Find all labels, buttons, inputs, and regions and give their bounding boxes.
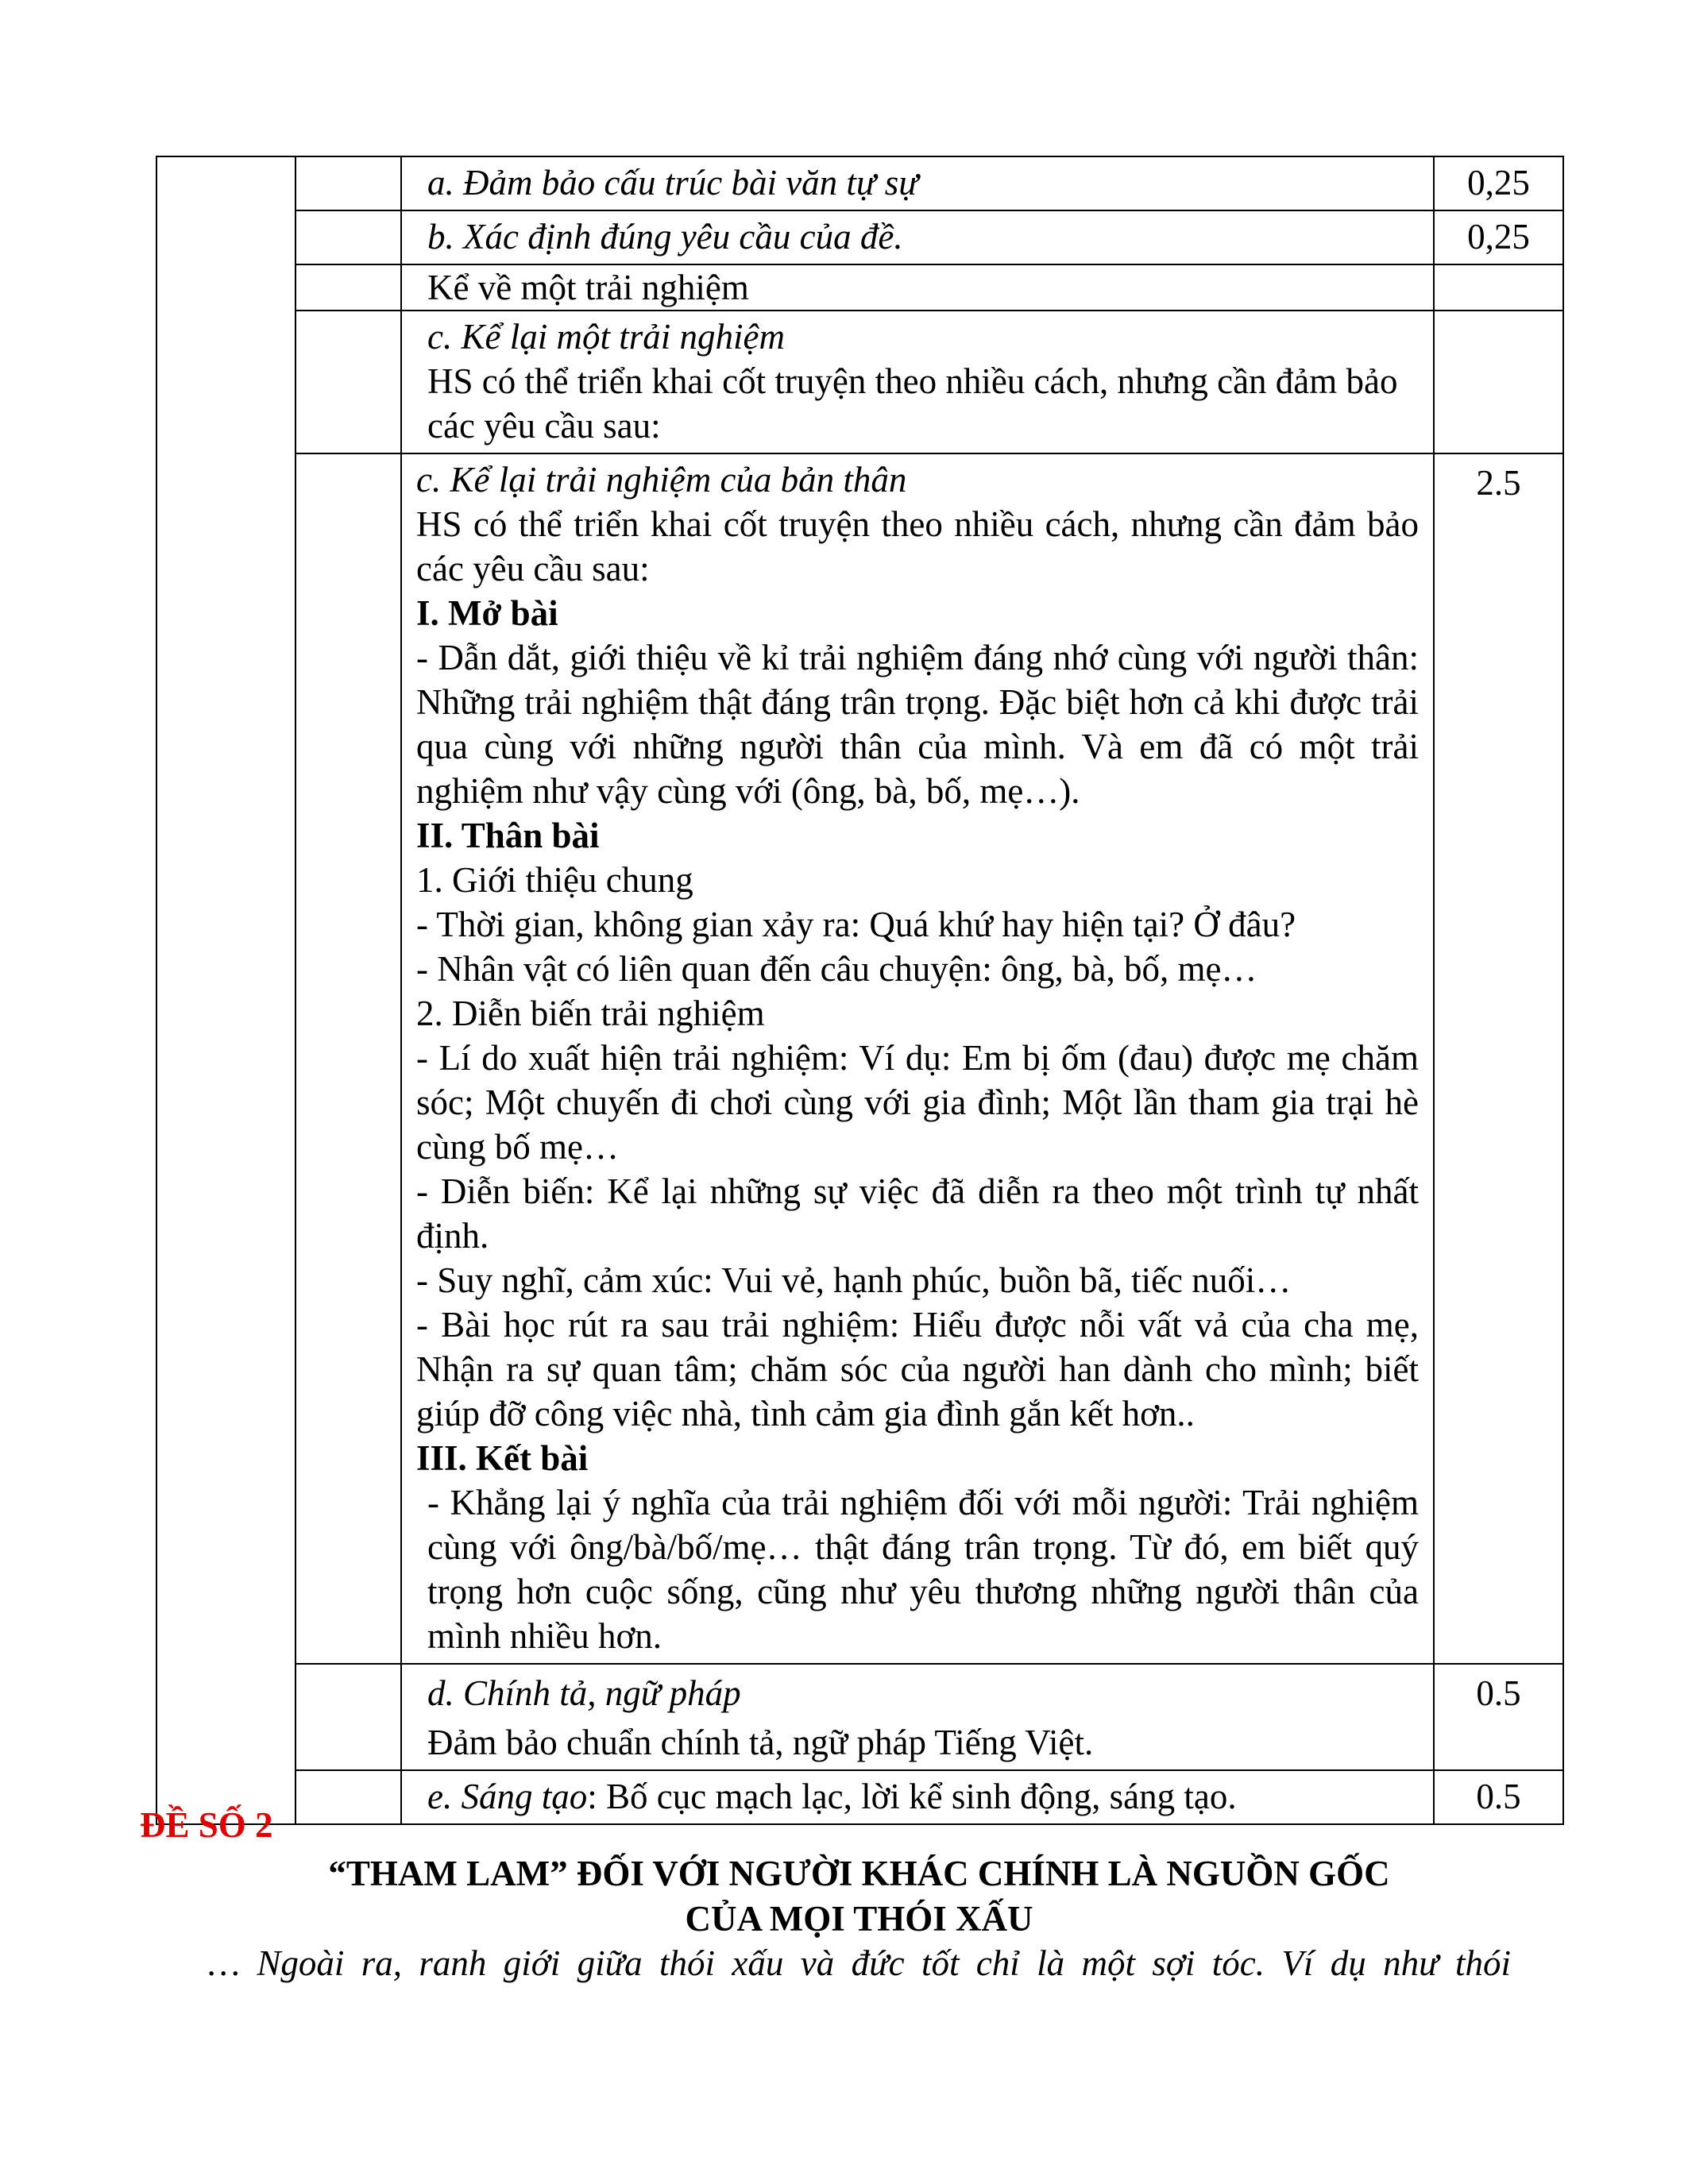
part-cell bbox=[295, 264, 401, 311]
score-b: 0,25 bbox=[1467, 217, 1530, 257]
ket-bai-heading: III. Kết bài bbox=[416, 1438, 589, 1478]
table-row bbox=[156, 210, 1563, 264]
score-cell bbox=[1434, 1664, 1563, 1770]
criterion-c1 bbox=[402, 311, 1433, 453]
score-e: 0.5 bbox=[1476, 1777, 1521, 1816]
part-cell bbox=[295, 156, 401, 210]
score-d: 0.5 bbox=[1476, 1673, 1521, 1713]
criterion-cell bbox=[401, 1770, 1434, 1824]
than-bai-item: - Suy nghĩ, cảm xúc: Vui vẻ, hạnh phúc, buồn bã, tiếc nuối… bbox=[416, 1260, 1292, 1300]
than-bai-item: 1. Giới thiệu chung bbox=[416, 860, 693, 900]
criterion-cell bbox=[401, 156, 1434, 210]
table-row bbox=[156, 156, 1563, 210]
criterion-c2 bbox=[402, 454, 1433, 1663]
part-cell bbox=[295, 453, 401, 1664]
mo-bai-heading: I. Mở bài bbox=[416, 593, 558, 633]
than-bai-item: - Thời gian, không gian xảy ra: Quá khứ hay hiện tại? Ở đâu? bbox=[416, 905, 1296, 944]
score-cell bbox=[1434, 311, 1563, 453]
criterion-cell bbox=[401, 311, 1434, 453]
criterion-c2-intro: HS có thể triển khai cốt truyện theo nhiều cách, nhưng cần đảm bảo các yêu cầu sau: bbox=[416, 504, 1419, 588]
score-c2: 2.5 bbox=[1476, 463, 1521, 503]
criterion-cell bbox=[401, 264, 1434, 311]
than-bai-item: - Diễn biến: Kể lại những sự việc đã diễn ra theo một trình tự nhất định. bbox=[416, 1171, 1419, 1256]
criterion-c1-text: HS có thể triển khai cốt truyện theo nhiều cách, nhưng cần đảm bảo các yêu cầu sau: bbox=[427, 361, 1398, 446]
than-bai-item: - Lí do xuất hiện trải nghiệm: Ví dụ: Em bị ốm (đau) được mẹ chăm sóc; Một chuyến đi chơi cùng với gia đình; Một lần tham gia trại hè cùng bố mẹ… bbox=[416, 1038, 1419, 1167]
than-bai-item: - Nhân vật có liên quan đến câu chuyện: ông, bà, bố, mẹ… bbox=[416, 949, 1257, 989]
than-bai-heading: II. Thân bài bbox=[416, 816, 600, 855]
table-row bbox=[156, 311, 1563, 453]
criterion-d-title: d. Chính tả, ngữ pháp bbox=[427, 1673, 741, 1713]
criterion-d-text: Đảm bảo chuẩn chính tả, ngữ pháp Tiếng Việt. bbox=[427, 1723, 1094, 1762]
score-a: 0,25 bbox=[1467, 163, 1530, 203]
criterion-d bbox=[402, 1665, 1433, 1769]
mo-bai-text: - Dẫn dắt, giới thiệu về kỉ trải nghiệm đáng nhớ cùng với người thân: Những trải nghiệm thật đáng trân trọng. Đặc biệt hơn cả khi được trải qua cùng với những người thân của mình. Và em đã có một trải nghiệm như vậy cùng với (ông, bà, bố, mẹ…). bbox=[416, 638, 1419, 811]
criterion-b: b. Xác định đúng yêu cầu của đề. bbox=[427, 217, 903, 257]
criterion-cell bbox=[401, 1664, 1434, 1770]
score-cell bbox=[1434, 210, 1563, 264]
score-cell bbox=[1434, 156, 1563, 210]
part-cell bbox=[295, 1770, 401, 1824]
criterion-cell bbox=[401, 210, 1434, 264]
criterion-c1-title: c. Kể lại một trải nghiệm bbox=[427, 317, 785, 357]
ket-bai-text: - Khẳng lại ý nghĩa của trải nghiệm đối với mỗi người: Trải nghiệm cùng với ông/bà/bố/mẹ… thật đáng trân trọng. Từ đó, em biết quý trọng hơn cuộc sống, cũng như yêu thương những người thân của mình nhiều hơn. bbox=[427, 1483, 1419, 1656]
table-row bbox=[156, 1770, 1563, 1824]
score-cell bbox=[1434, 453, 1563, 1664]
table-row bbox=[156, 453, 1563, 1664]
criterion-c2-title: c. Kể lại trải nghiệm của bản thân bbox=[416, 460, 907, 500]
part-cell bbox=[295, 1664, 401, 1770]
part-cell bbox=[295, 210, 401, 264]
topic-text: Kể về một trải nghiệm bbox=[427, 268, 749, 307]
criterion-cell bbox=[401, 453, 1434, 1664]
score-cell bbox=[1434, 264, 1563, 311]
than-bai-item: - Bài học rút ra sau trải nghiệm: Hiểu được nỗi vất vả của cha mẹ, Nhận ra sự quan tâm; chăm sóc của người han dành cho mình; biết giúp đỡ công việc nhà, tình cảm gia đình gắn kết hơn.. bbox=[416, 1305, 1419, 1433]
grading-table bbox=[156, 156, 1564, 1825]
part-cell bbox=[295, 311, 401, 453]
passage-start: … Ngoài ra, ranh giới giữa thói xấu và đức tốt chỉ là một sợi tóc. Ví dụ như thói bbox=[208, 1943, 1511, 1983]
section-label: ĐỀ SỐ 2 bbox=[140, 1805, 273, 1845]
table-row bbox=[156, 264, 1563, 311]
section-heading-line2: CỦA MỌI THÓI XẤU bbox=[685, 1899, 1033, 1939]
criterion-e bbox=[402, 1771, 1433, 1823]
than-bai-item: 2. Diễn biến trải nghiệm bbox=[416, 994, 765, 1033]
question-cell bbox=[156, 156, 295, 1824]
section-heading-line1: “THAM LAM” ĐỐI VỚI NGƯỜI KHÁC CHÍNH LÀ NGUỒN GỐC bbox=[328, 1854, 1390, 1893]
criterion-e-text: : Bố cục mạch lạc, lời kể sinh động, sáng tạo. bbox=[587, 1777, 1237, 1816]
score-cell bbox=[1434, 1770, 1563, 1824]
criterion-a: a. Đảm bảo cấu trúc bài văn tự sự bbox=[427, 163, 918, 203]
criterion-e-title: e. Sáng tạo bbox=[427, 1777, 588, 1816]
table-row bbox=[156, 1664, 1563, 1770]
